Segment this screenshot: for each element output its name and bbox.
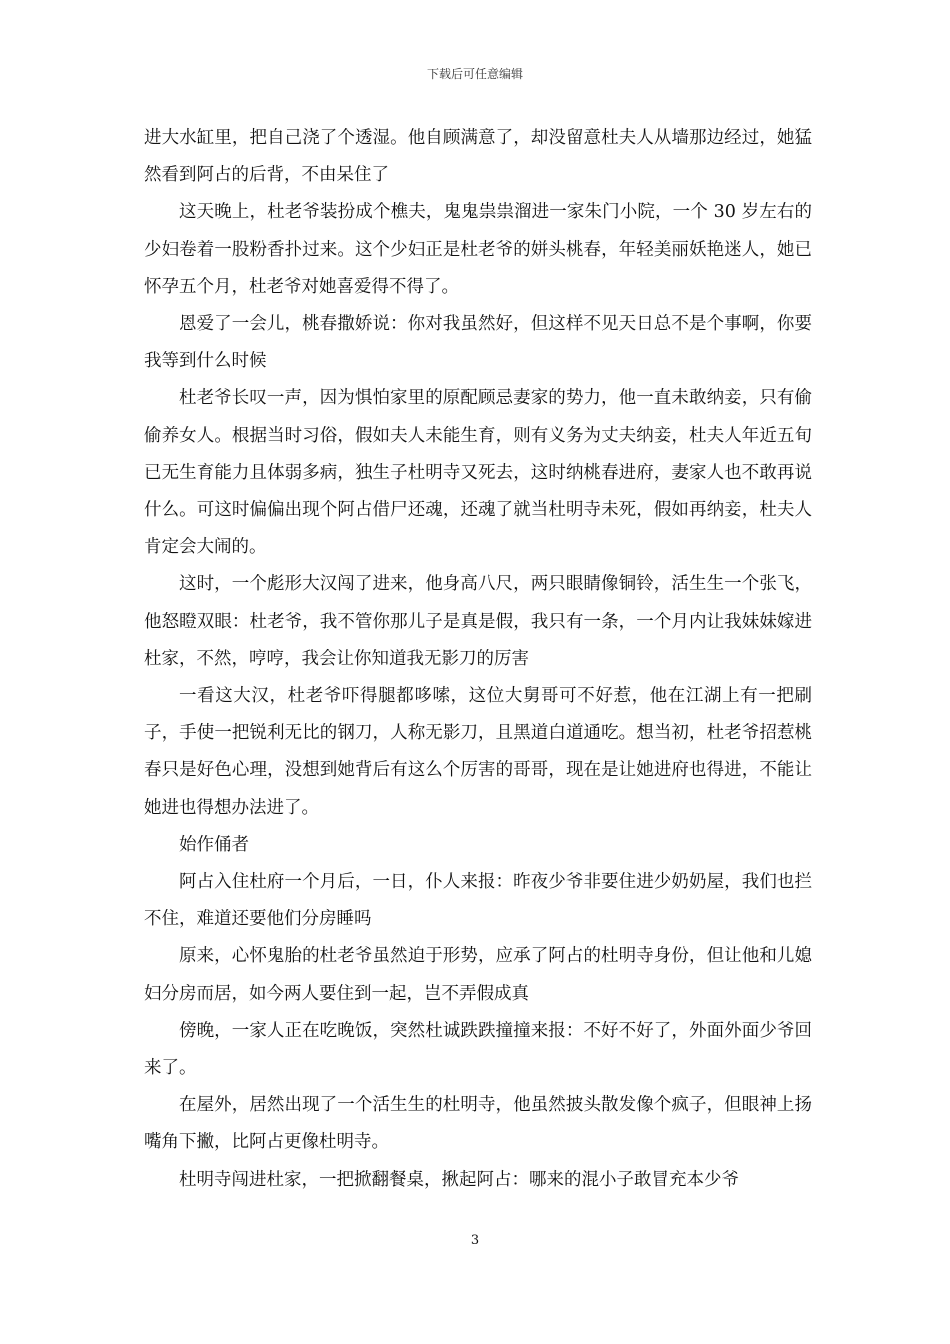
- paragraph: 一看这大汉，杜老爷吓得腿都哆嗦，这位大舅哥可不好惹，他在江湖上有一把刷子，手使一把锐利无比的钢刀，人称无影刀，且黑道白道通吃。想当初，杜老爷招惹桃春只是好色心理，没想到她背后有这么个厉害的哥哥，现在是让她进府也得进，不能让她进也得想办法进了。: [144, 686, 812, 818]
- paragraph: 傍晚，一家人正在吃晚饭，突然杜诚跌跌撞撞来报：不好不好了，外面外面少爷回来了。: [144, 1020, 812, 1079]
- paragraph: 杜老爷长叹一声，因为惧怕家里的原配顾忌妻家的势力，他一直未敢纳妾，只有偷偷养女人。根据当时习俗，假如夫人未能生育，则有义务为丈夫纳妾，杜夫人年近五旬已无生育能力且体弱多病，独生子杜明寺又死去，这时纳桃春进府，妻家人也不敢再说什么。可这时偏偏出现个阿占借尸还魂，还魂了就当杜明寺未死，假如再纳妾，杜夫人肯定会大闹的。: [144, 388, 812, 558]
- paragraph: 进大水缸里，把自己浇了个透湿。他自顾满意了，却没留意杜夫人从墙那边经过，她猛然看到阿占的后背，不由呆住了: [144, 128, 812, 186]
- paragraph: 这时，一个彪形大汉闯了进来，他身高八尺，两只眼睛像铜铃，活生生一个张飞，他怒瞪双眼：杜老爷，我不管你那儿子是真是假，我只有一条，一个月内让我妹妹嫁进杜家，不然，哼哼，我会让你知道我无影刀的厉害: [144, 574, 812, 669]
- paragraph: 在屋外，居然出现了一个活生生的杜明寺，他虽然披头散发像个疯子，但眼神上扬嘴角下撇，比阿占更像杜明寺。: [144, 1095, 812, 1153]
- section-heading: 始作俑者: [179, 834, 249, 855]
- page-header: 下载后可任意编辑: [426, 67, 523, 81]
- paragraph: 恩爱了一会儿，桃春撒娇说：你对我虽然好，但这样不见天日总不是个事啊，你要我等到什么时候: [144, 314, 812, 372]
- paragraph: 这天晚上，杜老爷装扮成个樵夫，鬼鬼祟祟溜进一家朱门小院，一个 30 岁左右的少妇卷着一股粉香扑过来。这个少妇正是杜老爷的姘头桃春，年轻美丽妖艳迷人，她已怀孕五个月，杜老爷对她喜爱得不得了。: [144, 202, 812, 297]
- paragraph: 原来，心怀鬼胎的杜老爷虽然迫于形势，应承了阿占的杜明寺身份，但让他和儿媳妇分房而居，如今两人要住到一起，岂不弄假成真: [144, 946, 812, 1004]
- paragraph: 阿占入住杜府一个月后，一日，仆人来报：昨夜少爷非要住进少奶奶屋，我们也拦不住，难道还要他们分房睡吗: [144, 872, 812, 930]
- page-number: 3: [470, 1233, 480, 1248]
- paragraph: 杜明寺闯进杜家，一把掀翻餐桌，揪起阿占：哪来的混小子敢冒充本少爷: [179, 1169, 739, 1190]
- document-body: [144, 120, 812, 1199]
